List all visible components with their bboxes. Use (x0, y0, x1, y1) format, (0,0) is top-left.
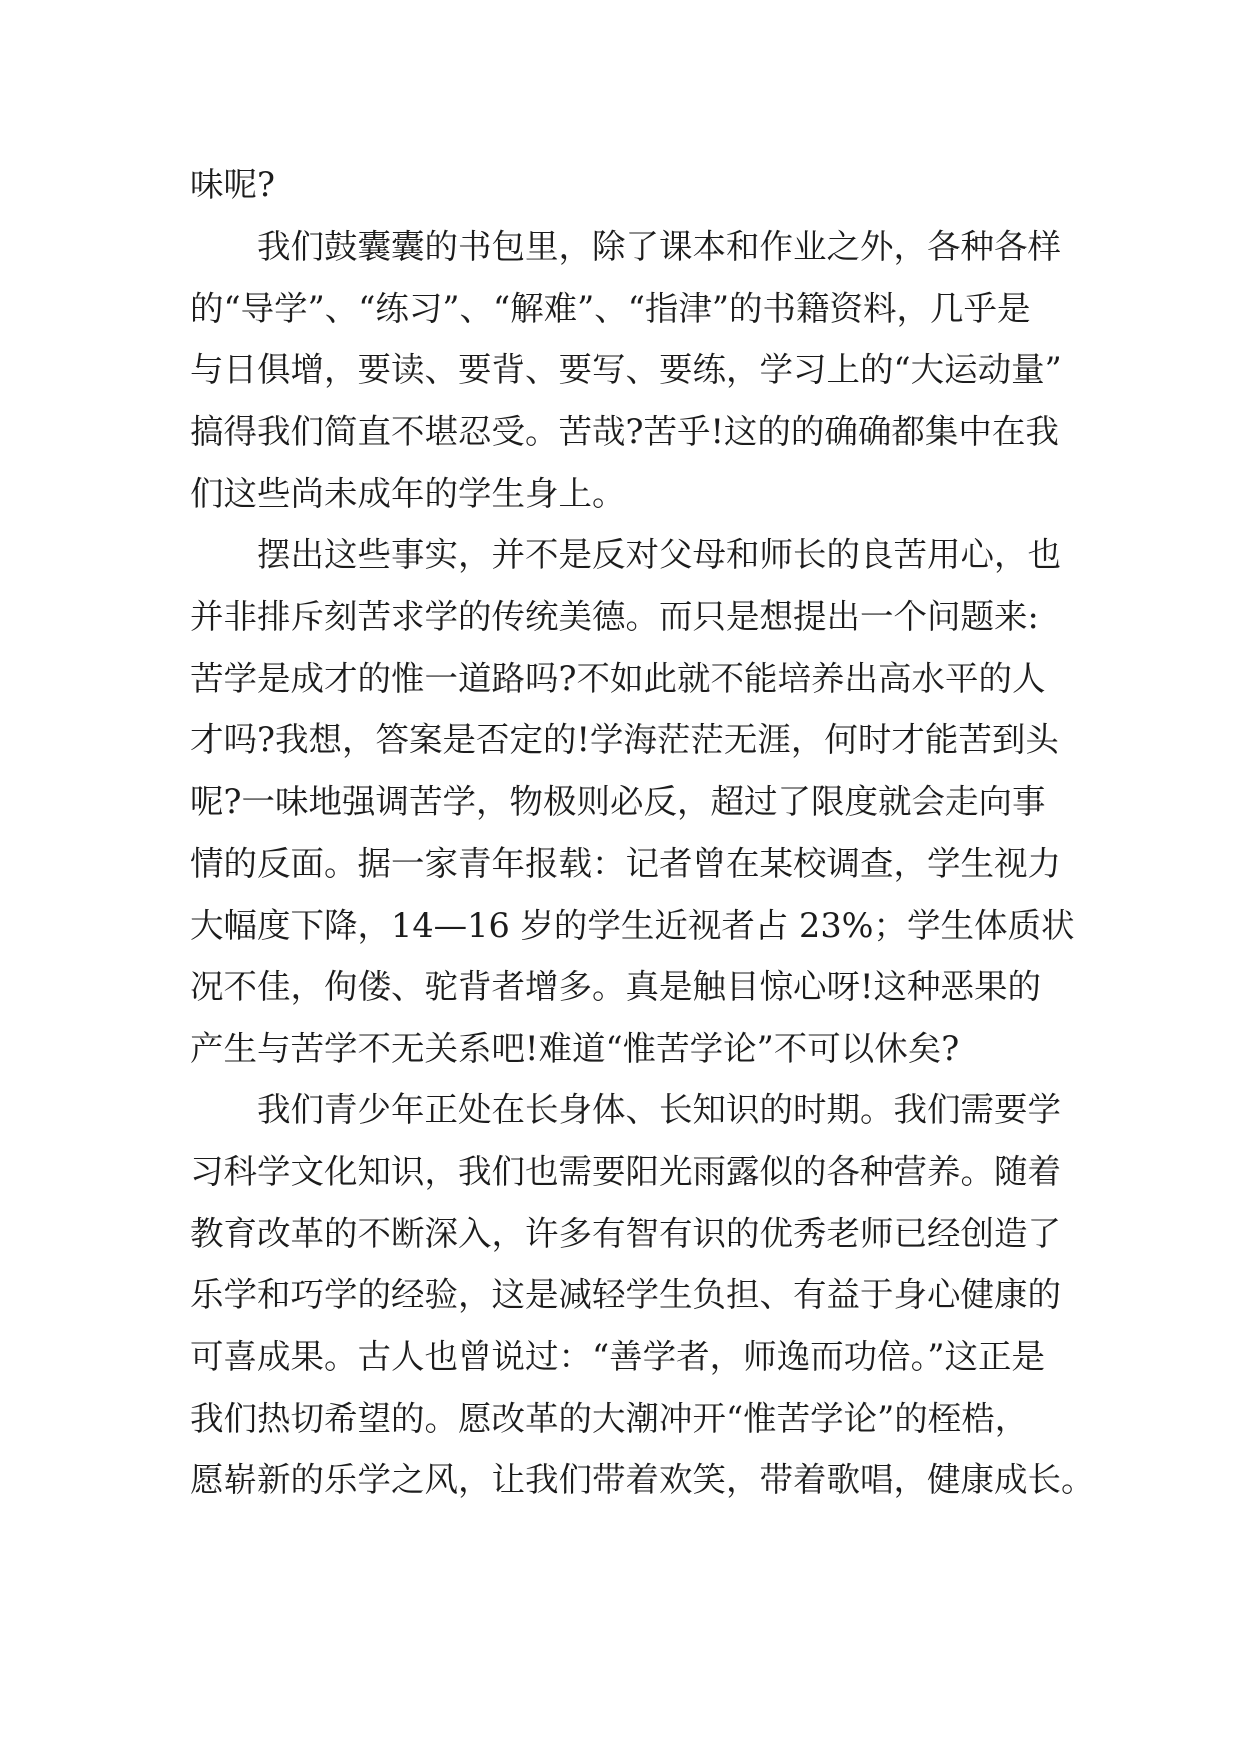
paragraph-start-line: 我们青少年正处在长身体、长知识的时期。我们需要学 (257, 1090, 1061, 1129)
paragraph-start-line: 我们鼓囊囊的书包里，除了课本和作业之外，各种各样 (257, 227, 1061, 266)
text-line: 我们热切希望的。愿改革的大潮冲开“惟苦学论”的桎梏， (190, 1399, 1029, 1438)
text-line: 可喜成果。古人也曾说过：“善学者，师逸而功倍。”这正是 (190, 1337, 1046, 1376)
paragraph-start-line: 摆出这些事实，并不是反对父母和师长的良苦用心，也 (257, 535, 1061, 574)
text-line: 搞得我们简直不堪忍受。苦哉?苦乎!这的的确确都集中在我 (190, 412, 1059, 451)
text-line: 情的反面。据一家青年报载：记者曾在某校调查，学生视力 (190, 844, 1061, 883)
text-line: 产生与苦学不无关系吧!难道“惟苦学论”不可以休矣? (190, 1029, 960, 1068)
text-line: 况不佳，佝偻、驼背者增多。真是触目惊心呀!这种恶果的 (190, 967, 1041, 1006)
text-line: 的“导学”、“练习”、“解难”、“指津”的书籍资料，几乎是 (190, 289, 1031, 328)
text-line: 并非排斥刻苦求学的传统美德。而只是想提出一个问题来: (190, 597, 1039, 636)
text-line: 味呢? (190, 165, 275, 204)
text-line: 与日俱增，要读、要背、要写、要练，学习上的“大运动量” (190, 350, 1062, 389)
text-line: 愿崭新的乐学之风，让我们带着欢笑，带着歌唱，健康成长。 (190, 1460, 1095, 1499)
text-line: 苦学是成才的惟一道路吗?不如此就不能培养出高水平的人 (190, 659, 1046, 698)
text-line: 大幅度下降，14—16 岁的学生近视者占 23%；学生体质状 (190, 906, 1075, 945)
text-line: 呢?一味地强调苦学，物极则必反，超过了限度就会走向事 (190, 782, 1046, 821)
text-line: 乐学和巧学的经验，这是减轻学生负担、有益于身心健康的 (190, 1275, 1061, 1314)
text-line: 们这些尚未成年的学生身上。 (190, 474, 626, 513)
text-line: 才吗?我想，答案是否定的!学海茫茫无涯，何时才能苦到头 (190, 720, 1059, 759)
text-line: 习科学文化知识，我们也需要阳光雨露似的各种营养。随着 (190, 1152, 1061, 1191)
text-line: 教育改革的不断深入，许多有智有识的优秀老师已经创造了 (190, 1214, 1061, 1253)
